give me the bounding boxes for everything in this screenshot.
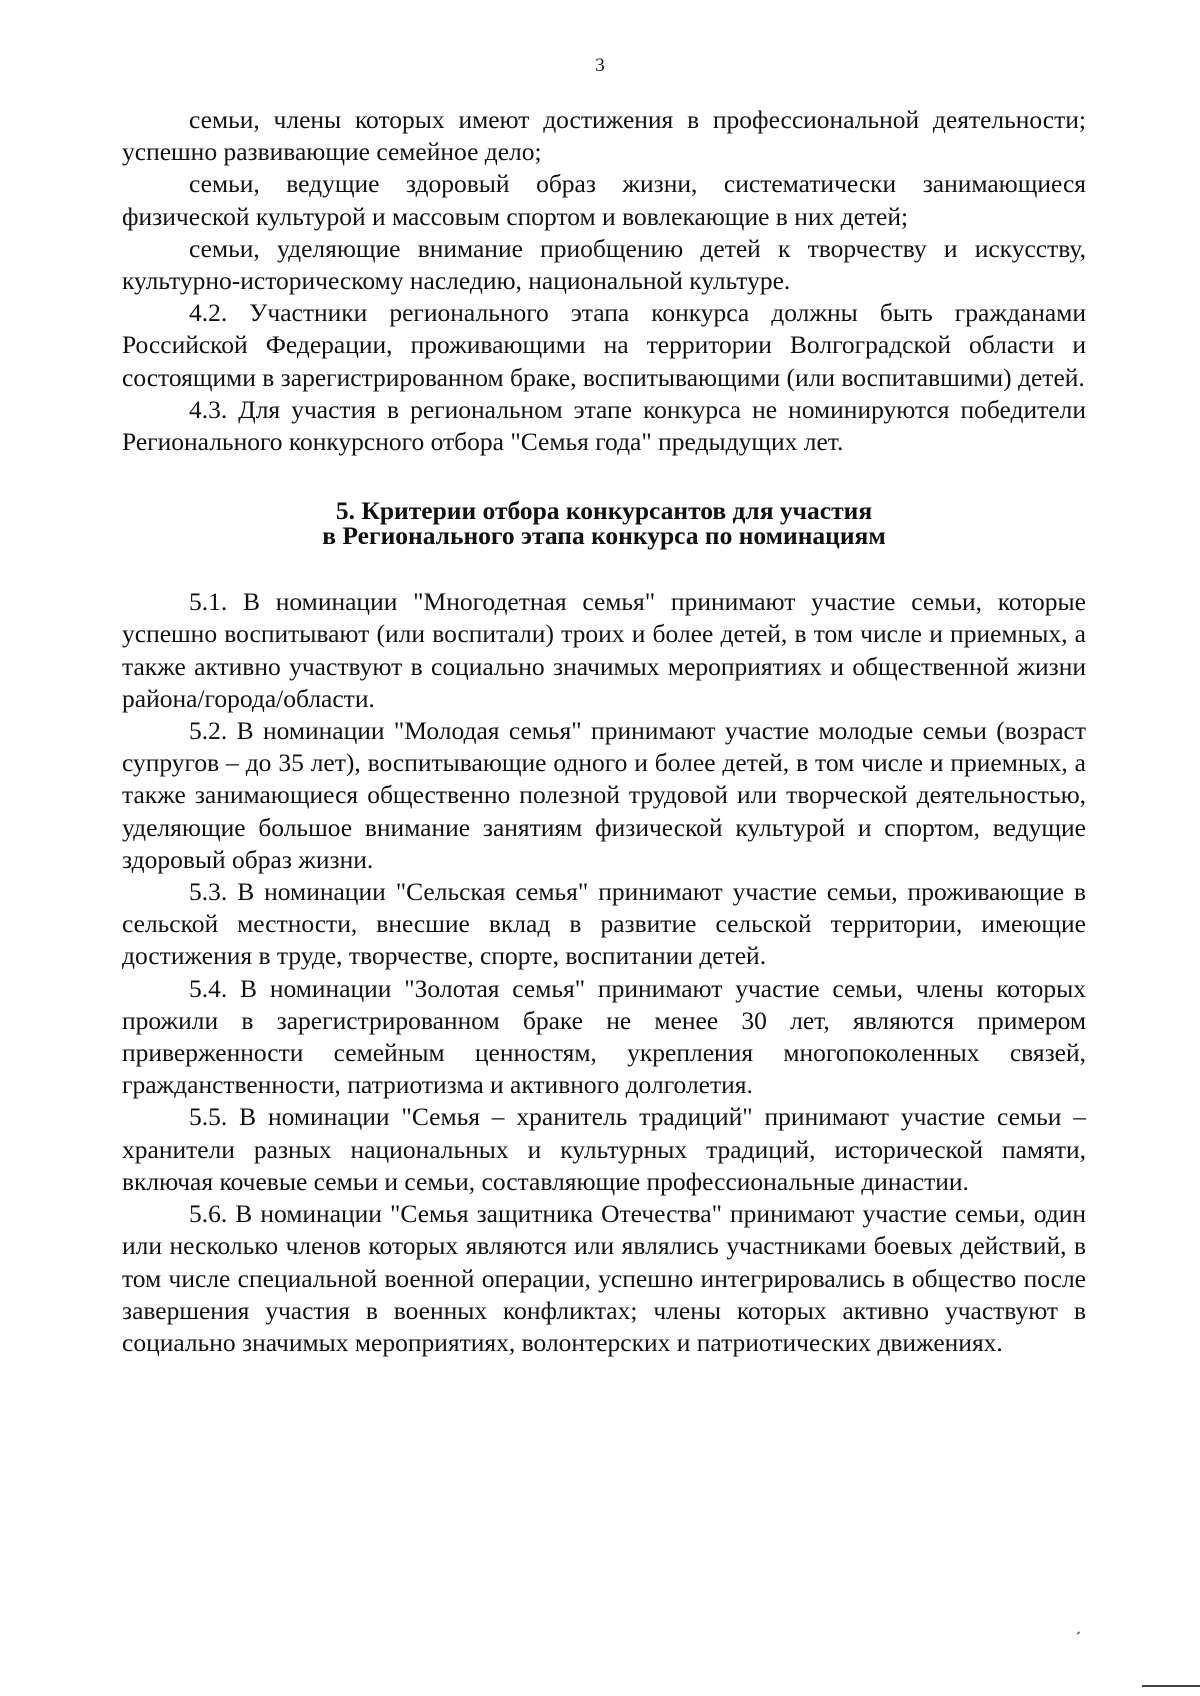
section-5-heading-line-2: в Регионального этапа конкурса по номинациям	[322, 521, 886, 551]
paragraph-5-6: 5.6. В номинации "Семья защитника Отечества" принимают участие семьи, один или несколько членов которых являются или являлись участниками боевых действий, в том числе специальной военной операции, успешно интегрировались в общество после завершения участия в военных конфликтах; члены которых активно участвуют в социально значимых мероприятиях, волонтерских и патриотических движениях.	[122, 1199, 1086, 1357]
section-5-heading-line-1: 5. Критерии отбора конкурсантов для участия	[335, 496, 873, 526]
paragraph-5-5: 5.5. В номинации "Семья – хранитель традиций" принимают участие семьи – хранители разных национальных и культурных традиций, исторической памяти, включая кочевые семьи и семьи, составляющие профессиональные династии.	[122, 1102, 1086, 1196]
paragraph-5-3: 5.3. В номинации "Сельская семья" принимают участие семьи, проживающие в сельской местности, внесшие вклад в развитие сельской территории, имеющие достижения в труде, творчестве, спорте, воспитании детей.	[122, 877, 1086, 971]
paragraph-4-1-item-culture: семьи, уделяющие внимание приобщению детей к творчеству и искусству, культурно-историческому наследию, национальной культуре.	[122, 233, 1086, 296]
scan-edge-line	[1142, 1685, 1200, 1687]
page-number: 3	[595, 55, 605, 76]
scan-artifact-mark	[1077, 1631, 1081, 1634]
paragraph-5-4: 5.4. В номинации "Золотая семья" принимают участие семьи, члены которых прожили в зарегистрированном браке не менее 30 лет, являются примером приверженности семейным ценностям, укрепления многопоколенных связей, гражданственности, патриотизма и активного долголетия.	[122, 973, 1086, 1100]
paragraph-4-2: 4.2. Участники регионального этапа конкурса должны быть гражданами Российской Федерации, проживающими на территории Волгоградской области и состоящими в зарегистрированном браке, воспитывающими (или воспитавшими) детей.	[122, 298, 1086, 392]
paragraph-5-1: 5.1. В номинации "Многодетная семья" принимают участие семьи, которые успешно воспитывают (или воспитали) троих и более детей, в том числе и приемных, а также активно участвуют в социально значимых мероприятиях и общественной жизни района/города/области.	[122, 587, 1086, 713]
section-5-heading	[122, 496, 1086, 551]
paragraph-4-1-item-healthy: семьи, ведущие здоровый образ жизни, систематически занимающиеся физической культурой и массовым спортом и вовлекающие в них детей;	[122, 169, 1086, 231]
paragraph-5-2: 5.2. В номинации "Молодая семья" принимают участие молодые семьи (возраст супругов – до 35 лет), воспитывающие одного и более детей, в том числе и приемных, а также занимающиеся общественно полезной трудовой или творческой деятельностью, уделяющие большое внимание занятиям физической культурой и спортом, ведущие здоровый образ жизни.	[122, 716, 1086, 874]
paragraph-4-3: 4.3. Для участия в региональном этапе конкурса не номинируются победители Регионального конкурсного отбора "Семья года" предыдущих лет.	[122, 394, 1086, 457]
paragraph-4-1-item-professional: семьи, члены которых имеют достижения в профессиональной деятельности; успешно развивающие семейное дело;	[122, 105, 1086, 167]
document-body	[122, 104, 1086, 1359]
